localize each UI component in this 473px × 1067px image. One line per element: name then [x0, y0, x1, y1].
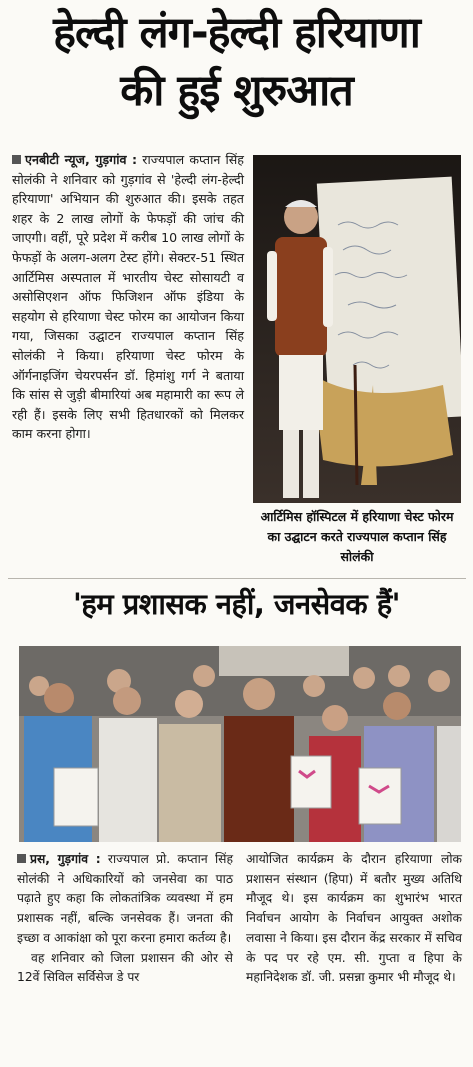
headline-line-2: की हुई शुरुआत	[120, 66, 353, 116]
inauguration-photo-graphic	[253, 155, 461, 503]
story2-para2: वह शनिवार को जिला प्रशासन की ओर से 12वें सिविल सर्विसेज डे पर	[17, 950, 233, 985]
section-divider	[8, 578, 466, 579]
story2-para1: राज्यपाल प्रो. कप्तान सिंह सोलंकी ने अधिकारियों को जनसेवा का पाठ पढ़ाते हुए कहा कि लोकतांत्रिक व्यवस्था में हम प्रशासक नहीं, बल्कि जनसेवक हैं। जनता की इच्छा व आकांक्षा को पूरा करना हमारा कर्तव्य है।	[17, 852, 233, 945]
main-headline	[0, 4, 473, 120]
story1-body	[12, 150, 244, 444]
group-photo-graphic	[19, 646, 461, 842]
second-headline: 'हम प्रशासक नहीं, जनसेवक हैं'	[72, 587, 401, 621]
photo1-caption: आर्टिमिस हॉस्पिटल में हरियाणा चेस्ट फोरम का उद्घाटन करते राज्यपाल कप्तान सिंह सोलंकी	[260, 509, 454, 564]
story1-byline: एनबीटी न्यूज, गुड़गांव :	[25, 152, 138, 167]
story2-column-2	[246, 850, 462, 988]
inauguration-photo	[253, 155, 461, 503]
headline-line-1: हेल्दी लंग-हेल्दी हरियाणा	[53, 8, 420, 58]
bullet-square-icon	[17, 854, 26, 863]
group-photo	[19, 646, 461, 842]
bullet-square-icon	[12, 155, 21, 164]
story1-text: राज्यपाल कप्तान सिंह सोलंकी ने शनिवार को गुड़गांव से 'हेल्दी लंग-हेल्दी हरियाणा' अभियान की शुरुआत की। इसके तहत शहर के 2 लाख लोगों के फेफड़ों की जांच की जाएगी। वहीं, पूरे प्रदेश में करीब 10 लाख लोगों के फेफड़ों के अलग-अलग टेस्ट होंगे। सेक्टर-51 स्थित आर्टिमिस अस्पताल में भारतीय चेस्ट सोसायटी व असोसिएशन ऑफ फिजिशन ऑफ इंडिया के सहयोग से हरियाणा चेस्ट फोरम का आयोजन किया गया, जिसका उद्घाटन राज्यपाल कप्तान सिंह सोलंकी ने किया। हरियाणा चेस्ट फोरम के ऑर्गनाइजिंग चेयरपर्सन डॉ. हिमांशु गर्ग ने बताया कि सांस से जुड़ी बीमारियां अब महामारी का रूप ले रही हैं। इसके लिए सभी हितधारकों को मिलकर काम करना होगा।	[12, 152, 244, 442]
story2-col2-text: आयोजित कार्यक्रम के दौरान हरियाणा लोक प्रशासन संस्थान (हिपा) में बतौर मुख्य अतिथि मौजूद थे। इस कार्यक्रम का शुभारंभ भारत निर्वाचन आयोग के निर्वाचन आयुक्त अशोक लवासा ने किया। इस दौरान केंद्र सरकार में सचिव के पद पर रहे एम. सी. गुप्ता व हिपा के महानिदेशक डॉ. जी. प्रसन्ना कुमार भी मौजूद थे।	[246, 852, 462, 985]
story2-column-1	[17, 850, 233, 988]
story2-byline: प्रस, गुड़गांव :	[30, 852, 101, 866]
